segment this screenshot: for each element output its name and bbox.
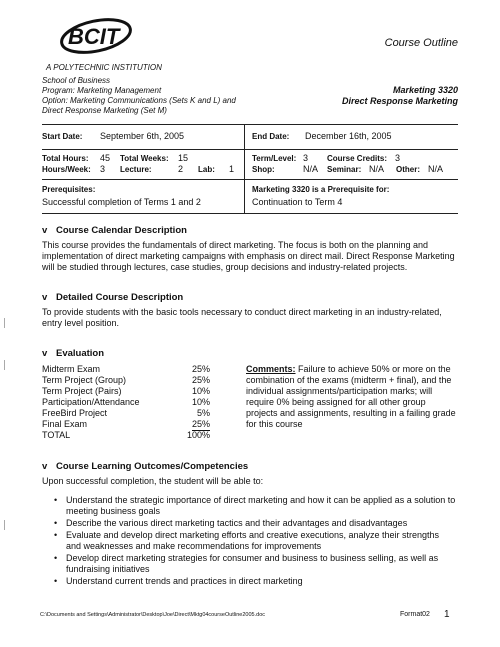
comments-label: Comments:	[246, 364, 296, 374]
start-date-value: September 6th, 2005	[100, 131, 185, 141]
prerequisites-value: Successful completion of Terms 1 and 2	[42, 197, 201, 207]
prerequisites-label: Prerequisites:	[42, 185, 96, 194]
prerequisite-for-value: Continuation to Term 4	[252, 197, 343, 207]
school: School of Business	[42, 76, 111, 85]
course-code: Marketing 3320	[392, 85, 458, 95]
detailed-description: To provide students with the basic tools necessary to conduct direct marketing in an industry-related, entry level position.	[42, 307, 442, 328]
hours-week-value: 3	[100, 164, 106, 174]
term-level-label: Term/Level:	[252, 154, 297, 163]
list-item: • Understand the strategic importance of direct marketing and how it can be applied as a solution to meeting business goals	[54, 495, 456, 517]
course-title: Direct Response Marketing	[341, 96, 458, 106]
footer-path: C:\Documents and Settings\Administrator\Desktop\Joe\Direct\Mktg04courseOutline2005.doc	[40, 612, 265, 618]
evaluation-total-row: TOTAL 100%	[42, 430, 210, 440]
outcomes-intro: Upon successful completion, the student will be able to:	[42, 476, 264, 486]
total-hours-value: 45	[100, 153, 111, 163]
course-outline-label: Course Outline	[384, 37, 458, 49]
other-value: N/A	[428, 164, 444, 174]
evaluation-row: Term Project (Pairs) 10%	[42, 386, 210, 396]
other-label: Other:	[396, 165, 420, 174]
seminar-label: Seminar:	[327, 165, 362, 174]
info-rule-1	[42, 149, 458, 150]
section-marker-icon: v	[42, 292, 48, 303]
total-hours-label: Total Hours:	[42, 154, 89, 163]
list-item: • Understand current trends and practices in direct marketing	[54, 576, 456, 587]
evaluation-row: Midterm Exam 25%	[42, 364, 210, 374]
scan-mark	[4, 360, 9, 370]
lecture-label: Lecture:	[120, 165, 152, 174]
end-date-value: December 16th, 2005	[305, 131, 392, 141]
scan-mark	[4, 318, 9, 328]
course-credits-label: Course Credits:	[327, 154, 388, 163]
total-weeks-value: 15	[178, 153, 189, 163]
info-top-rule	[42, 124, 458, 125]
lab-value: 1	[229, 164, 235, 174]
course-credits-value: 3	[395, 153, 401, 163]
page-number: 1	[444, 609, 450, 620]
lecture-value: 2	[178, 164, 184, 174]
logo-text: BCIT	[68, 24, 120, 49]
info-bottom-rule	[42, 213, 458, 214]
lab-label: Lab:	[198, 165, 215, 174]
list-item: • Evaluate and develop direct marketing efforts and creative executions, analyze their strengths and weaknesses and make recommendations for improvements	[54, 530, 456, 552]
list-item: • Develop direct marketing strategies for consumer and business to business selling, as well as fundraising initiatives	[54, 553, 456, 575]
detailed-heading: v Detailed Course Description	[42, 292, 184, 303]
seminar-value: N/A	[369, 164, 385, 174]
tagline: A POLYTECHNIC INSTITUTION	[46, 63, 162, 72]
section-marker-icon: v	[42, 348, 48, 359]
option-continued: Direct Response Marketing (Set M)	[42, 106, 167, 115]
footer-code: Format02	[400, 611, 430, 618]
evaluation-comments	[246, 364, 458, 430]
info-divider	[244, 124, 245, 213]
calendar-description: This course provides the fundamentals of direct marketing. The focus is both on the planning and implementation of direct marketing campaigns with emphasis on direct mail. Direct Response Marketing will be studied through lectures, case studies, group decisions and industry-related projects.	[42, 240, 455, 272]
shop-value: N/A	[303, 164, 319, 174]
outcomes-heading: v Course Learning Outcomes/Competencies	[42, 461, 249, 472]
info-rule-2	[42, 179, 458, 180]
program: Program: Marketing Management	[42, 86, 162, 95]
list-item: • Describe the various direct marketing tactics and their advantages and disadvantages	[54, 518, 456, 529]
evaluation-row: Participation/Attendance 10%	[42, 397, 210, 407]
total-weeks-label: Total Weeks:	[120, 154, 169, 163]
evaluation-row: Final Exam 25%	[42, 419, 210, 429]
section-marker-icon: v	[42, 225, 48, 236]
start-date-label: Start Date:	[42, 132, 83, 141]
end-date-label: End Date:	[252, 132, 290, 141]
scan-mark	[4, 520, 9, 530]
option: Option: Marketing Communications (Sets K and L) and	[42, 96, 236, 105]
evaluation-row: Term Project (Group) 25%	[42, 375, 210, 385]
evaluation-table	[42, 364, 210, 441]
section-marker-icon: v	[42, 461, 48, 472]
calendar-heading: v Course Calendar Description	[42, 225, 187, 236]
bcit-logo	[58, 14, 140, 56]
term-level-value: 3	[303, 153, 309, 163]
hours-week-label: Hours/Week:	[42, 165, 91, 174]
prerequisite-for-label: Marketing 3320 is a Prerequisite for:	[252, 185, 390, 194]
outcomes-list	[54, 495, 456, 588]
evaluation-heading: v Evaluation	[42, 348, 105, 359]
comments-text: Failure to achieve 50% or more on the combination of the exams (midterm + final), and the individual assignments/participation marks; will require 0% being assigned for all other group projects and assignments, resulting in a failing grade for this course	[246, 364, 456, 429]
evaluation-row: FreeBird Project 5%	[42, 408, 210, 418]
shop-label: Shop:	[252, 165, 275, 174]
